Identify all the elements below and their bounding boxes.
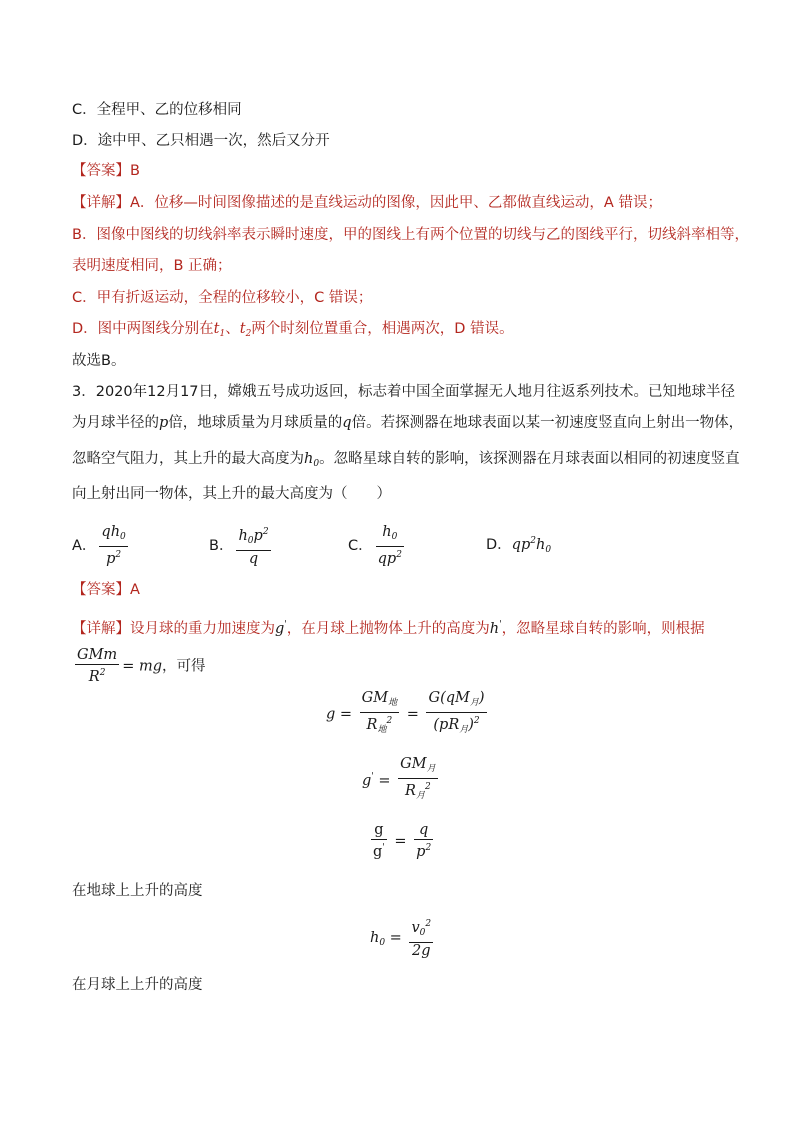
h-prime-symbol: h': [489, 620, 502, 637]
q3-answer-label: 【答案】: [72, 582, 130, 598]
option-a-formula: $\frac{qh_0}{p^2}$: [101, 524, 126, 567]
q3-detail-1a: 设月球的重力加速度为: [130, 621, 275, 637]
detail-d-suffix: 两个时刻位置重合，相遇两次，D 错误。: [251, 321, 514, 337]
q3-line2-c: 倍。若探测器在地球表面以某一初速度竖直向上射出一物体，: [351, 415, 744, 431]
q3-line3-b: 。忽略星球自转的影响，该探测器在月球表面以相同的初速度竖直: [319, 451, 740, 467]
answer-line: [72, 161, 140, 181]
option-d-label: D．: [486, 537, 512, 553]
q3-option-d: [486, 533, 551, 555]
option-d: D．途中甲、乙只相遇一次，然后又分开: [72, 133, 330, 149]
sub-moon-1: 月: [469, 698, 479, 708]
t1-symbol: $t_1$: [213, 321, 226, 339]
t2-symbol: $t_2$: [239, 321, 252, 339]
detail-d-line: D．图中两图线分别在$t_1$、$t_2$两个时刻位置重合，相遇两次，D 错误。: [72, 321, 514, 339]
q3-detail-1c: ，忽略星球自转的影响，则根据: [501, 621, 705, 637]
q3-option-a: [72, 524, 131, 568]
option-b-label: B．: [209, 538, 234, 554]
option-c-formula: $\frac{h_0}{qp^2}$: [377, 524, 402, 567]
moon-rise-label: 在月球上上升的高度: [72, 977, 203, 993]
detail-a: A．位移—时间图像描述的是直线运动的图像，因此甲、乙都做直线运动，A 错误；: [130, 195, 662, 211]
detail-b-line2: 表明速度相同，B 正确；: [72, 258, 232, 274]
q3-line3-a: 忽略空气阻力，其上升的最大高度为: [72, 451, 304, 467]
option-d-formula: $qp^2h_0$: [511, 536, 552, 555]
detail-c-line: C．甲有折返运动，全程的位移较小，C 错误；: [72, 290, 373, 306]
sub-moon-2: 月: [459, 725, 469, 735]
conclusion: 故选B。: [72, 353, 126, 369]
q3-detail-line1: [72, 615, 705, 639]
answer-label: 【答案】: [72, 163, 130, 179]
h0-symbol: $h_0$: [304, 451, 320, 469]
g-prime-symbol: g': [275, 620, 287, 637]
sub-moon-3: 月: [426, 764, 436, 774]
q3-stem-line4: 向上射出同一物体，其上升的最大高度为（ ）: [72, 486, 391, 502]
detail-label: 【详解】: [72, 195, 130, 211]
q3-detail-2: ，可得: [161, 658, 206, 675]
sub-earth-2: 地: [377, 725, 387, 735]
q3-line2-a: 为月球半径的: [72, 415, 159, 431]
q3-detail-1b: ，在月球上抛物体上升的高度为: [286, 621, 490, 637]
q3-option-c: [348, 524, 407, 568]
equation-ratio: $\frac{g}{g'}$ = $\frac{q}{p^2}$: [373, 822, 432, 860]
q3-stem-line1: 3．2020年12月17日，嫦娥五号成功返回，标志着中国全面掌握无人地月往返系列技术。已知地球半径: [72, 384, 736, 400]
detail-d-prefix: D．图中两图线分别在: [72, 321, 214, 337]
p-symbol: p: [159, 415, 169, 431]
detail-a-line: [72, 193, 662, 213]
sub-earth-1: 地: [388, 698, 398, 708]
gravity-formula: $\frac{\text{GMm}}{R^2}$: [77, 647, 118, 685]
q3-stem-line2: [72, 413, 743, 433]
option-b-formula: $\frac{h_0p^2}{q}$: [236, 524, 270, 568]
mg-term: = mg: [122, 658, 162, 675]
sub-moon-4: 月: [415, 791, 425, 801]
q3-detail-line2: [72, 647, 205, 686]
earth-rise-label: 在地球上上升的高度: [72, 883, 203, 899]
option-c-label: C．: [348, 538, 373, 554]
equation-g-moon: g' = $\frac{GM_月}{R_月^2}$: [362, 756, 436, 801]
q-symbol: q: [342, 415, 352, 431]
equation-h0: $h_0$ = $\frac{v_0^2}{2g}$: [370, 916, 436, 960]
answer-value: B: [130, 163, 140, 179]
q3-stem-line3: [72, 449, 740, 474]
detail-b-line1: B．图像中图线的切线斜率表示瞬时速度，甲的图线上有两个位置的切线与乙的图线平行，切线斜率相等，: [72, 227, 749, 243]
option-c: C．全程甲、乙的位移相同: [72, 102, 242, 118]
q3-line2-b: 倍，地球质量为月球质量的: [168, 415, 343, 431]
q3-answer-value: A: [130, 582, 140, 598]
q3-answer-line: [72, 580, 140, 600]
equation-g-earth: g = $\frac{GM_地}{R_地^2}$ = $\frac{G(qM_月)}{(pR_月)^2}$: [326, 690, 485, 735]
q3-option-b: [209, 524, 274, 568]
option-a-label: A．: [72, 538, 97, 554]
q3-detail-label: 【详解】: [72, 621, 130, 637]
